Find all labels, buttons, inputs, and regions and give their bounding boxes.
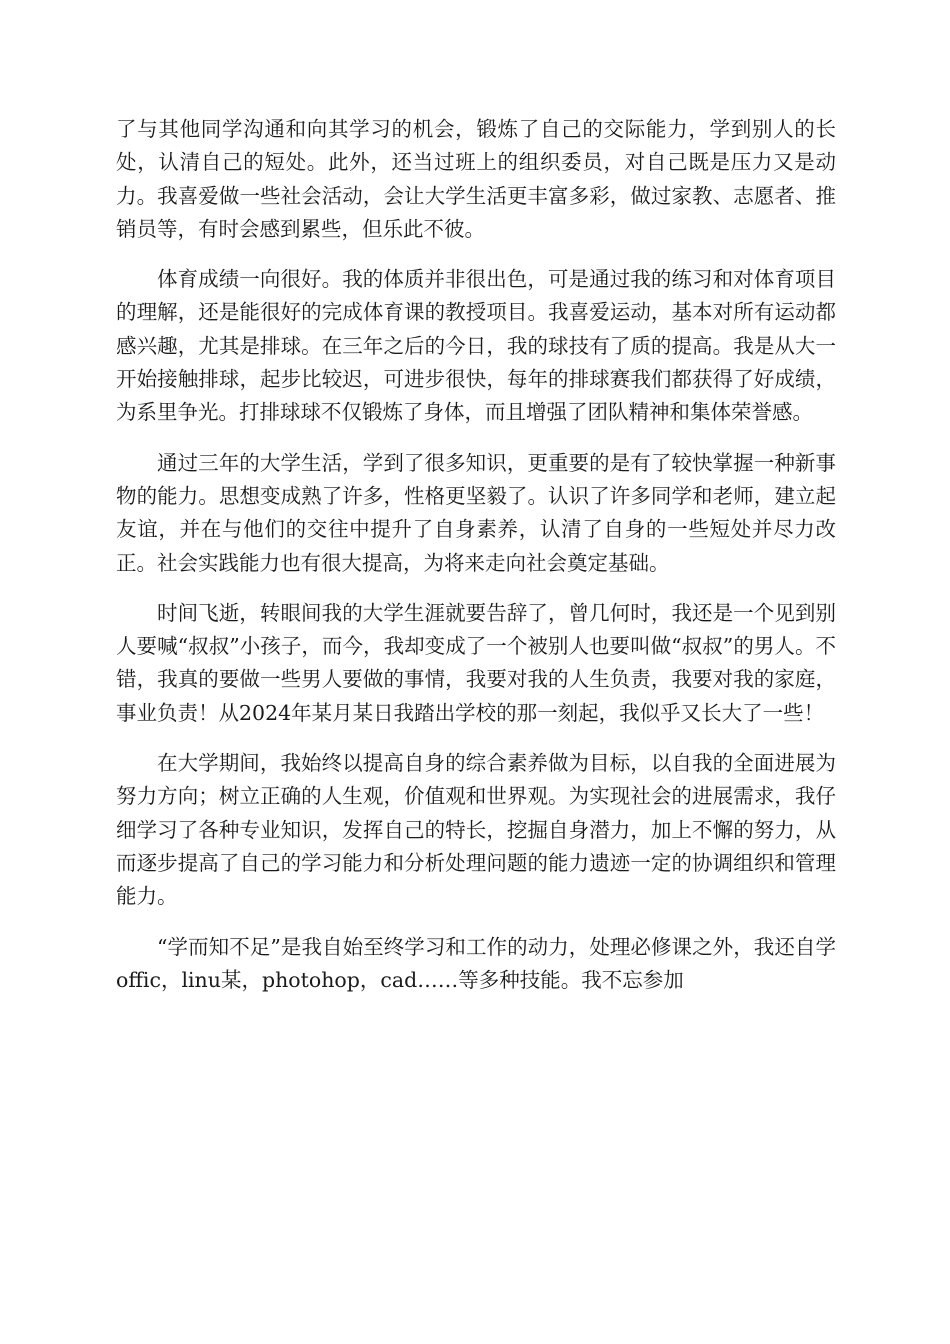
paragraph-university-period: 在大学期间，我始终以提高自身的综合素养做为目标，以自我的全面进展为努力方向；树立正确的人生观，价值观和世界观。为实现社会的进展需求，我仔细学习了各种专业知识，发挥自己的特长，挖掘自身潜力，加上不懈的努力，从而逐步提高了自己的学习能力和分析处理问题的能力遗迹一定的协调组织和管理能力。	[116, 751, 836, 909]
paragraph-self-study: “学而知不足”是我自始至终学习和工作的动力，处理必修课之外，我还自学offic，linu某，photohop，cad……等多种技能。我不忘参加	[116, 934, 836, 992]
paragraph-university-life: 通过三年的大学生活，学到了很多知识，更重要的是有了较快掌握一种新事物的能力。思想变成熟了许多，性格更坚毅了。认识了许多同学和老师，建立起友谊，并在与他们的交往中提升了自身素养，认清了自身的一些短处并尽力改正。社会实践能力也有很大提高，为将来走向社会奠定基础。	[116, 450, 836, 575]
paragraph-continuation: 了与其他同学沟通和向其学习的机会，锻炼了自己的交际能力，学到别人的长处，认清自己的短处。此外，还当过班上的组织委员，对自己既是压力又是动力。我喜爱做一些社会活动，会让大学生活更丰富多彩，做过家教、志愿者、推销员等，有时会感到累些，但乐此不彼。	[116, 117, 836, 241]
document-body	[116, 113, 836, 1014]
paragraph-sports: 体育成绩一向很好。我的体质并非很出色，可是通过我的练习和对体育项目的理解，还是能很好的完成体育课的教授项目。我喜爱运动，基本对所有运动都感兴趣，尤其是排球。在三年之后的今日，我的球技有了质的提高。我是从大一开始接触排球，起步比较迟，可进步很快，每年的排球赛我们都获得了好成绩，为系里争光。打排球球不仅锻炼了身体，而且增强了团队精神和集体荣誉感。	[116, 267, 836, 425]
paragraph-time-flies: 时间飞逝，转眼间我的大学生涯就要告辞了，曾几何时，我还是一个见到别人要喊“叔叔”小孩子，而今，我却变成了一个被别人也要叫做“叔叔”的男人。不错，我真的要做一些男人要做的事情，我要对我的人生负责，我要对我的家庭，事业负责！从2024年某月某日我踏出学校的那一刻起，我似乎又长大了一些！	[116, 600, 836, 725]
